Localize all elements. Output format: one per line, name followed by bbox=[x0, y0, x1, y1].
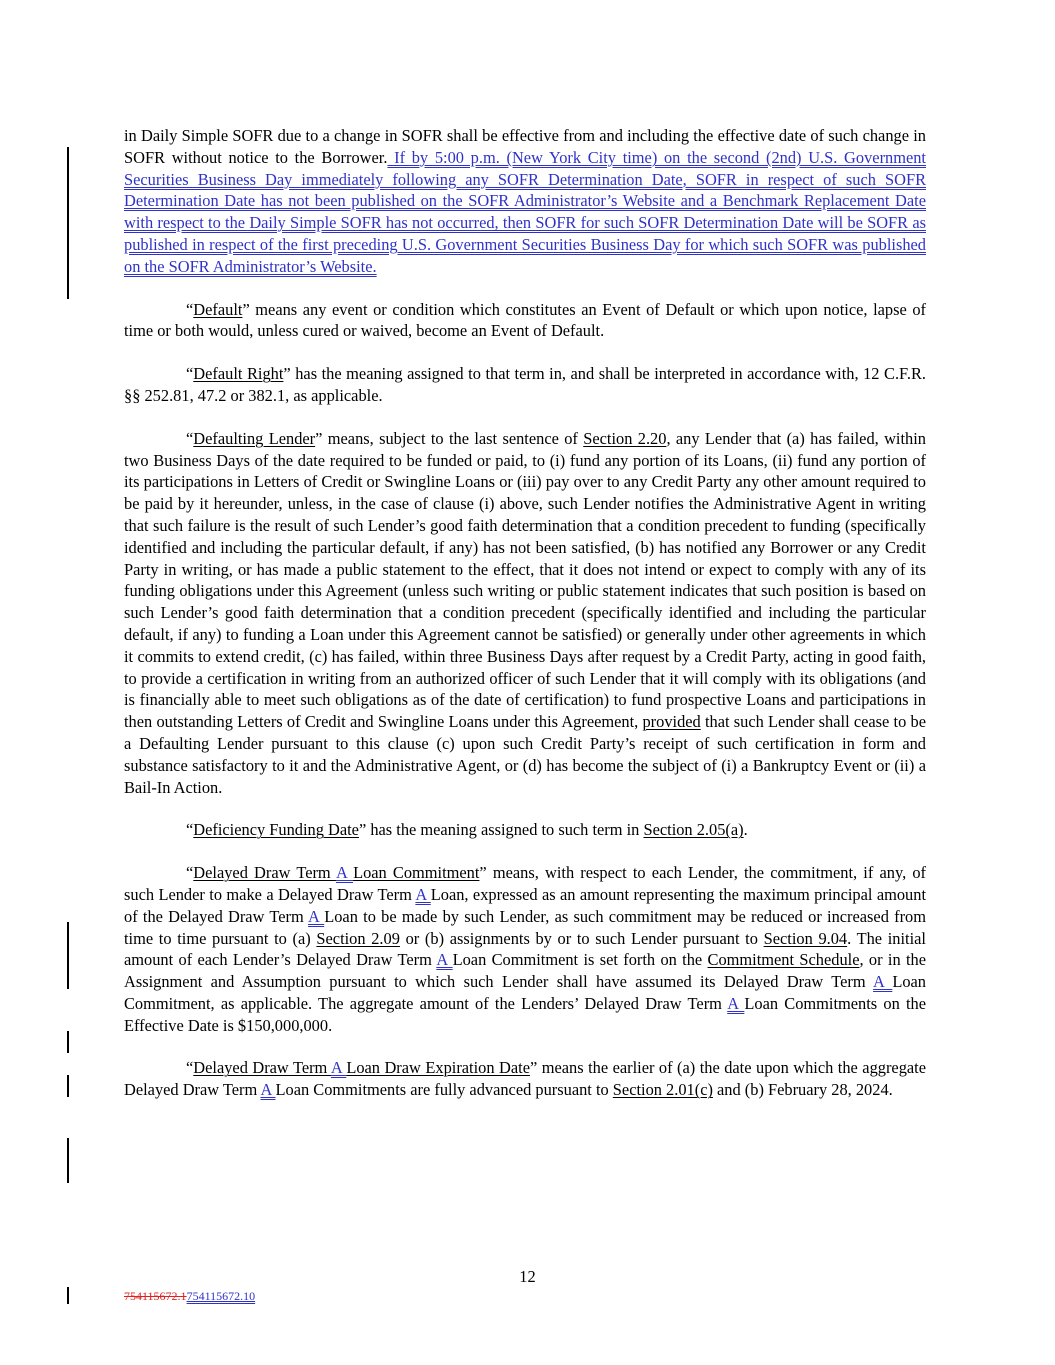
inserted-text: A bbox=[308, 906, 325, 926]
deleted-doc-id: 754115672.1 bbox=[124, 1289, 187, 1303]
open-quote: “ bbox=[186, 299, 194, 319]
section-reference: Section 9.04 bbox=[763, 928, 848, 948]
inserted-text: A bbox=[335, 863, 354, 883]
definition-defaulting-lender bbox=[124, 428, 926, 799]
section-reference: Section 2.01(c) bbox=[612, 1080, 713, 1100]
definition-text: or (b) assignments by or to such Lender pursuant to bbox=[399, 928, 764, 948]
defined-term: Delayed Draw Term bbox=[193, 1058, 331, 1078]
definition-text: Loan, expressed as an amount representing the maximum principal amount of the Delayed Draw Term bbox=[124, 884, 926, 926]
open-quote: “ bbox=[186, 428, 194, 448]
open-quote: “ bbox=[186, 364, 194, 384]
change-bar bbox=[67, 922, 69, 989]
defined-term: Default Right bbox=[193, 364, 284, 384]
definition-text: ” means, with respect to each Lender, the commitment, if any, of such Lender to make a Delayed Draw Term bbox=[124, 863, 927, 904]
definition-text: and (b) February 28, 2024. bbox=[712, 1080, 893, 1100]
document-id-footer bbox=[124, 1289, 255, 1304]
defined-term: Loan Commitment bbox=[353, 863, 480, 883]
definition-text: ” has the meaning assigned to such term in bbox=[358, 820, 644, 840]
change-bar bbox=[67, 1075, 69, 1097]
definition-text: that such Lender shall cease to be a Defaulting Lender pursuant to this clause (c) upon such Credit Party’s receipt of such certification in form and substance satisfactory to it and the Administrative Agent, or (d) has become the subject of (i) a Bankruptcy Event or (ii) a Bail-In Action. bbox=[124, 712, 926, 797]
inserted-doc-id: 754115672.10 bbox=[186, 1289, 256, 1303]
definition-text: Loan Commitment is set forth on the bbox=[452, 950, 708, 970]
inserted-text: A bbox=[436, 950, 453, 970]
provided-term: provided bbox=[642, 712, 701, 732]
section-reference: Section 2.09 bbox=[316, 928, 400, 948]
change-bar bbox=[67, 1031, 69, 1053]
definition-text: . bbox=[743, 820, 748, 840]
definition-text: , any Lender that (a) has failed, within two Business Days of the date required to be funded or paid, to (i) fund any portion of its Loans, (ii) fund any portion of its participations in Letters of Credit or Swingline Loans or (iii) pay over to any Credit Party any other amount required to be paid by it hereunder, unless, in the case of clause (i) above, such Lender notifies the Administrative Agent in writing that such failure is the result of such Lender’s good faith determination that a condition precedent to funding (specifically identified and including the particular default, if any) has not been satisfied, (b) has notified any Borrower or any Credit Party in writing, or has made a public statement to the effect, that it does not intend or expect to comply with any of its funding obligations under this Agreement (unless such writing or public statement indicates that such position is based on such Lender’s good faith determination that a condition precedent (specifically identified and including the particular default, if any) to funding a Loan under this Agreement cannot be satisfied) or generally under other agreements in which it commits to extend credit, (c) has failed, within three Business Days after request by a Credit Party, acting in good faith, to provide a certification in writing from an authorized officer of such Lender that it will comply with its obligations (and is financially able to meet such obligations as of the date of certification) to fund prospective Loans and participations in then outstanding Letters of Credit and Swingline Loans under this Agreement, bbox=[124, 428, 926, 732]
definition-text: Loan Commitments are fully advanced pursuant to bbox=[275, 1080, 613, 1100]
definition-ddt-draw-expiration-date bbox=[124, 1057, 926, 1101]
inserted-text: A bbox=[415, 884, 431, 904]
definition-text: ” means, subject to the last sentence of bbox=[315, 428, 584, 448]
paragraph-text: in Daily Simple SOFR due to a change in SOFR shall be effective from and including the effective date of such change in SOFR without notice to the Borrower. bbox=[124, 126, 926, 167]
inserted-text: A bbox=[727, 993, 745, 1013]
open-quote: “ bbox=[186, 863, 194, 883]
inserted-text: If by 5:00 p.m. (New York City time) on the second (2nd) U.S. Government Securities Business Day immediately following any SOFR Determination Date, SOFR in respect of such SOFR Determination Date has not been published on the SOFR Administrator’s Website and a Benchmark Replacement Date with respect to the Daily Simple SOFR has not occurred, then SOFR for such SOFR Determination Date will be SOFR as published in respect of the first preceding U.S. Government Securities Business Day for which such SOFR was published on the SOFR Administrator’s Website. bbox=[124, 147, 926, 276]
inserted-text: A bbox=[873, 972, 893, 992]
definition-default-right bbox=[124, 363, 926, 407]
definition-default bbox=[124, 299, 926, 343]
definition-text: Loan Commitment, as applicable. The aggregate amount of the Lenders’ Delayed Draw Term bbox=[124, 972, 927, 1013]
definition-text: , or in the Assignment and Assumption pursuant to which such Lender shall have assumed its Delayed Draw Term bbox=[124, 950, 927, 992]
defined-term: Loan Draw Expiration Date bbox=[346, 1058, 530, 1078]
page-number: 12 bbox=[519, 1267, 536, 1286]
definition-text: Loan to be made by such Lender, as such commitment may be reduced or increased from time to time pursuant to (a) bbox=[124, 906, 926, 948]
definition-text: . The initial amount of each Lender’s Delayed Draw Term bbox=[124, 928, 926, 970]
open-quote: “ bbox=[186, 820, 194, 840]
section-reference: Section 2.05(a) bbox=[643, 820, 744, 840]
definition-text: Loan Commitments on the Effective Date is $150,000,000. bbox=[124, 993, 927, 1035]
change-bar bbox=[67, 1138, 69, 1183]
definition-ddt-loan-commitment bbox=[124, 862, 926, 1036]
paragraph-sofr-continuation bbox=[124, 125, 926, 278]
definition-deficiency-funding-date bbox=[124, 819, 926, 841]
section-reference: Section 2.20 bbox=[583, 428, 667, 448]
change-bar bbox=[67, 147, 69, 299]
inserted-text: A bbox=[260, 1080, 276, 1100]
defined-term: Default bbox=[193, 299, 243, 319]
inserted-text: A bbox=[330, 1058, 347, 1078]
defined-term: Defaulting Lender bbox=[193, 428, 316, 448]
document-body bbox=[124, 125, 926, 1122]
change-bar bbox=[67, 1287, 69, 1304]
defined-term: Deficiency Funding Date bbox=[193, 820, 359, 840]
open-quote: “ bbox=[186, 1058, 194, 1078]
definition-text: ” has the meaning assigned to that term in, and shall be interpreted in accordance with, 12 C.F.R. §§ 252.81, 47.2 or 382.1, as applicable. bbox=[124, 364, 926, 405]
definition-text: ” means the earlier of (a) the date upon which the aggregate Delayed Draw Term bbox=[124, 1058, 926, 1100]
definition-text: ” means any event or condition which constitutes an Event of Default or which upon notice, lapse of time or both would, unless cured or waived, become an Event of Default. bbox=[124, 299, 926, 341]
schedule-reference: Commitment Schedule bbox=[707, 950, 860, 970]
defined-term: Delayed Draw Term bbox=[193, 863, 336, 883]
